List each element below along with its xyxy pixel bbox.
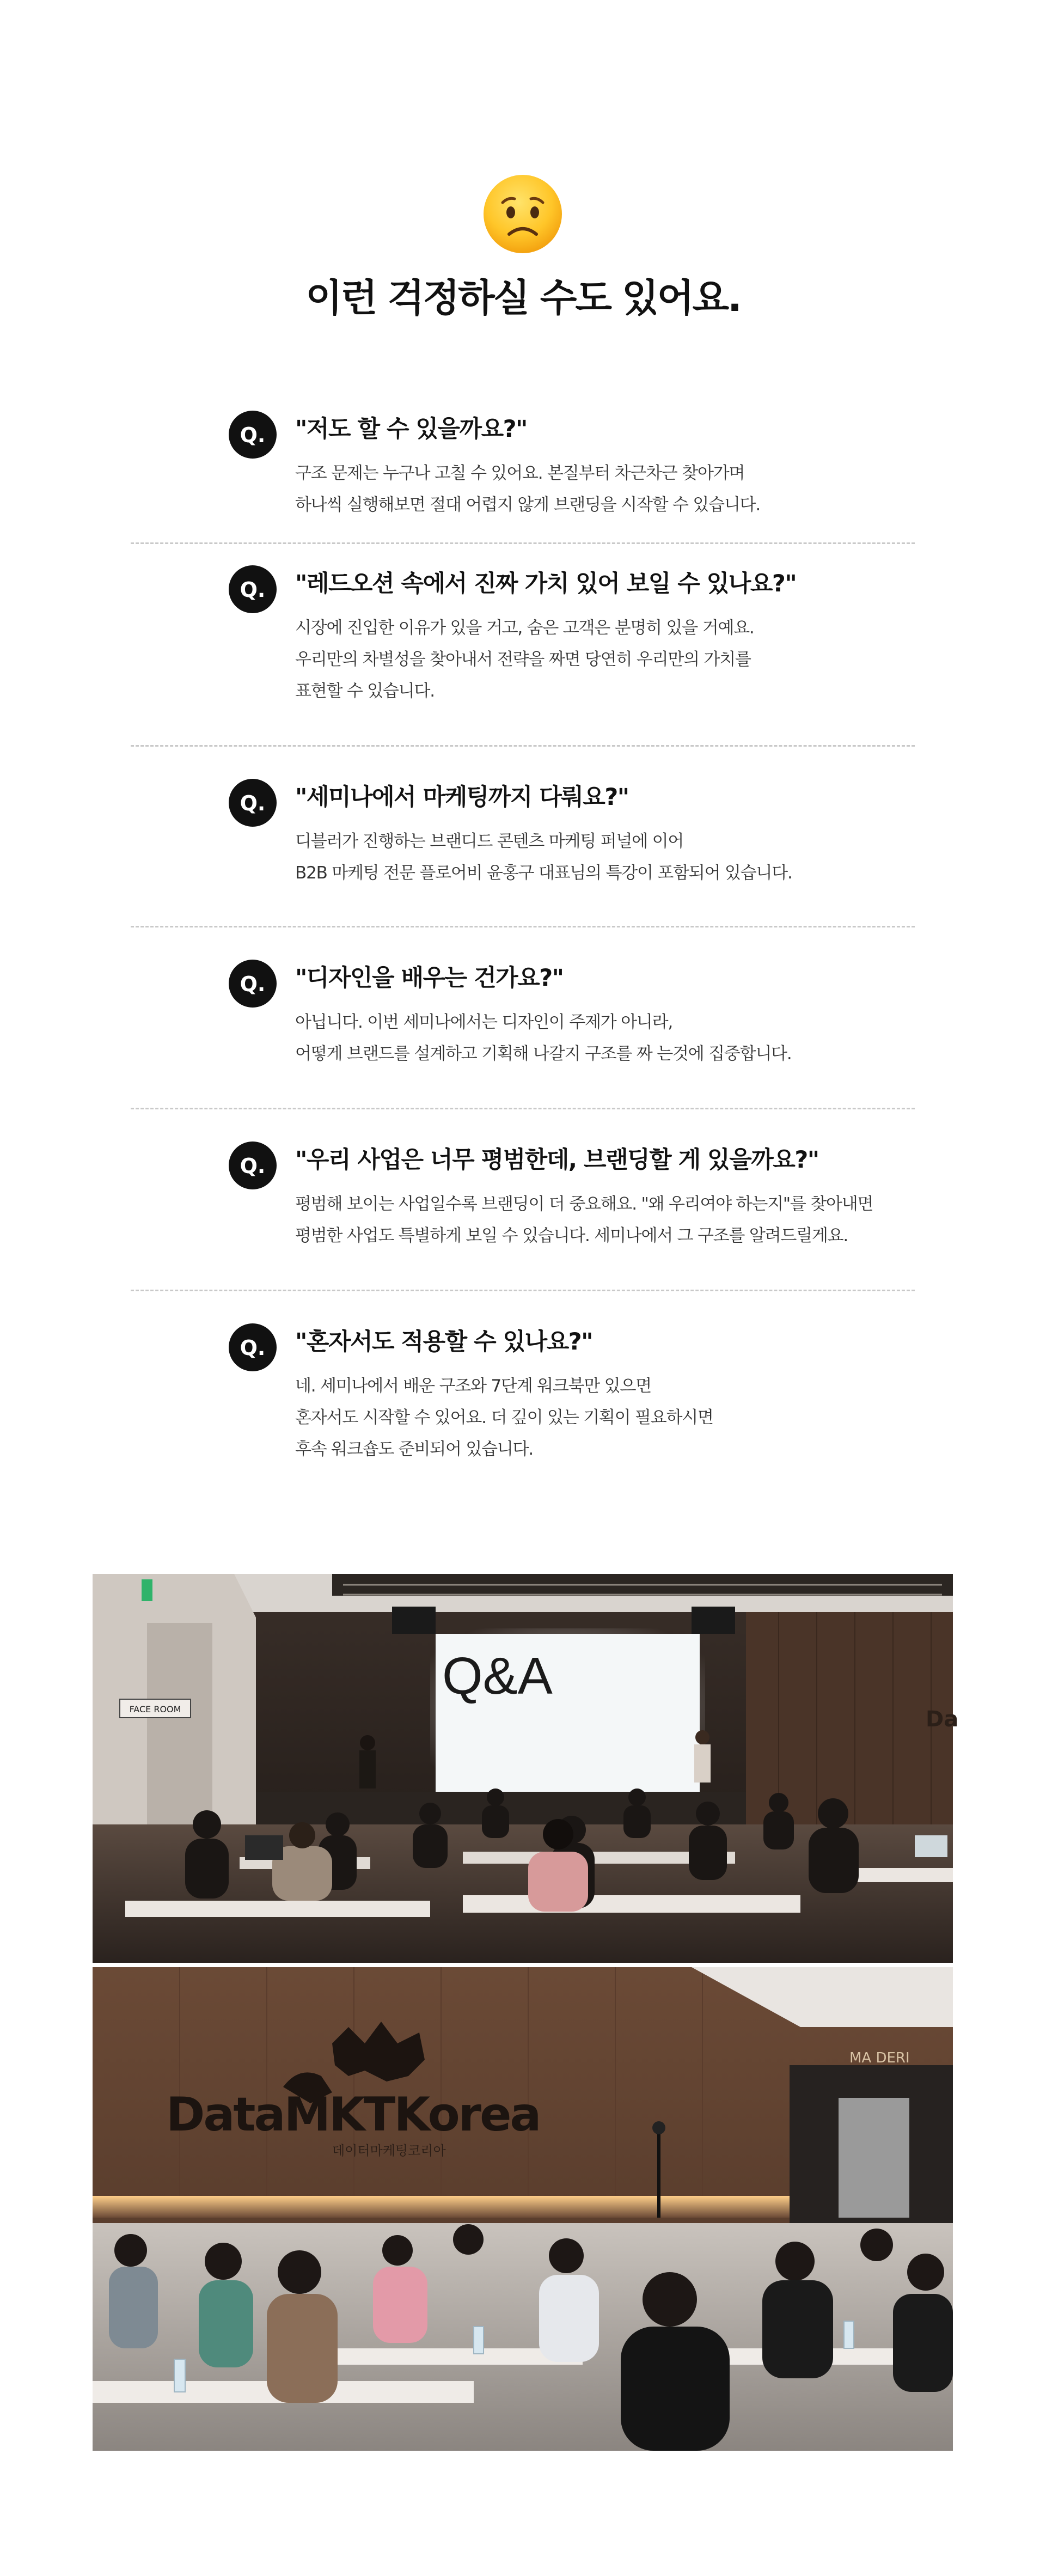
answer-text — [295, 1188, 894, 1252]
question-badge-label: Q. — [240, 423, 266, 447]
company-logo-subtext: 데이터마케팅코리아 — [332, 2143, 446, 2158]
question-title: "레드오션 속에서 진짜 가치 있어 보일 수 있나요?" — [295, 570, 797, 597]
question-badge-label: Q. — [240, 578, 266, 602]
question-badge-label: Q. — [240, 1154, 266, 1178]
answer-line: 네. 세미나에서 배운 구조와 7단계 워크북만 있으면 — [295, 1376, 652, 1396]
question-badge-icon — [229, 565, 277, 613]
screen-qa-text: Q&A — [442, 1647, 553, 1705]
question-badge-label: Q. — [240, 1336, 266, 1360]
answer-line: 하나씩 실행해보면 절대 어렵지 않게 브랜딩을 시작할 수 있습니다. — [295, 495, 761, 515]
question-title: "세미나에서 마케팅까지 다뤄요?" — [295, 784, 629, 811]
wall-logo-text: Da — [926, 1707, 959, 1732]
answer-line: 혼자서도 시작할 수 있어요. 더 깊이 있는 기획이 필요하시면 — [295, 1408, 713, 1427]
seminar-qa-photo — [93, 1574, 959, 1963]
question-badge-icon — [229, 1142, 277, 1189]
question-title: "우리 사업은 너무 평범한데, 브랜딩할 게 있을까요?" — [295, 1146, 819, 1174]
question-title: "저도 할 수 있을까요?" — [295, 416, 527, 443]
question-badge-label: Q. — [240, 972, 266, 996]
answer-line: 표현할 수 있습니다. — [295, 681, 435, 701]
page-title: 이런 걱정하실 수도 있어요. — [305, 276, 741, 320]
answer-line: 우리만의 차별성을 찾아내서 전략을 짜면 당연히 우리만의 가치를 — [295, 650, 751, 669]
answer-line: B2B 마케팅 전문 플로어비 윤홍구 대표님의 특강이 포함되어 있습니다. — [295, 863, 792, 883]
answer-text — [295, 1006, 894, 1070]
answer-line: 평범해 보이는 사업일수록 브랜딩이 더 중요해요. "왜 우리여야 하는지"를 찾아내면 — [295, 1194, 873, 1214]
answer-line: 평범한 사업도 특별하게 보일 수 있습니다. 세미나에서 그 구조를 알려드릴게요. — [295, 1226, 848, 1246]
answer-text — [295, 457, 894, 521]
answer-line: 디블러가 진행하는 브랜디드 콘텐츠 마케팅 퍼널에 이어 — [295, 832, 684, 851]
answer-line: 시장에 진입한 이유가 있을 거고, 숨은 고객은 분명히 있을 거예요. — [295, 618, 754, 638]
answer-line: 어떻게 브랜드를 설계하고 기획해 나갈지 구조를 짜 는것에 집중합니다. — [295, 1044, 792, 1064]
question-title: "혼자서도 적용할 수 있나요?" — [295, 1328, 593, 1356]
room-sign-text: FACE ROOM — [129, 1704, 181, 1714]
faq-divider — [131, 745, 915, 747]
faq-divider — [131, 542, 915, 544]
answer-text — [295, 1370, 894, 1465]
wall-corner-text: MA DERI — [849, 2050, 910, 2066]
faq-divider — [131, 1108, 915, 1109]
answer-line: 구조 문제는 누구나 고칠 수 있어요. 본질부터 차근차근 찾아가며 — [295, 463, 745, 483]
worried-face-icon — [482, 173, 564, 255]
answer-line: 후속 워크숍도 준비되어 있습니다. — [295, 1439, 534, 1459]
faq-divider — [131, 1290, 915, 1291]
question-badge-icon — [229, 960, 277, 1008]
answer-text — [295, 612, 894, 707]
company-logo-text: DataMKTKorea — [166, 2087, 540, 2142]
answer-text — [295, 826, 894, 889]
question-badge-label: Q. — [240, 791, 266, 815]
faq-divider — [131, 926, 915, 927]
question-badge-icon — [229, 411, 277, 459]
answer-line: 아닙니다. 이번 세미나에서는 디자인이 주제가 아니라, — [295, 1012, 672, 1032]
question-badge-icon — [229, 779, 277, 827]
seminar-audience-photo — [93, 1967, 953, 2451]
question-badge-icon — [229, 1323, 277, 1371]
question-title: "디자인을 배우는 건가요?" — [295, 965, 564, 992]
